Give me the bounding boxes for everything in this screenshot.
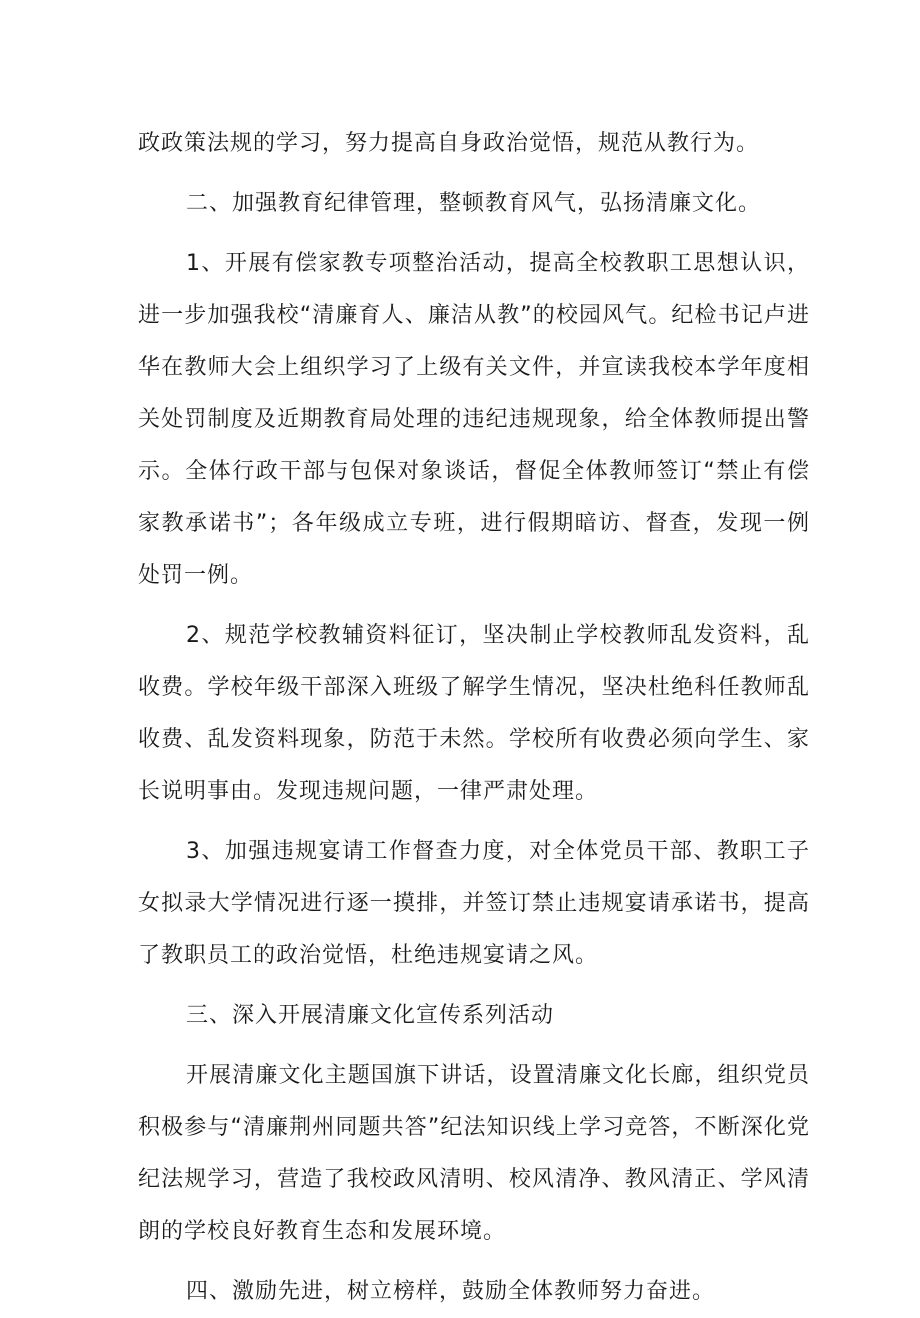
section-heading-4: 四、激励先进，树立榜样，鼓励全体教师努力奋进。 [186,1279,716,1304]
section-heading-3: 三、深入开展清廉文化宣传系列活动 [186,1003,555,1028]
paragraph-item-1: 1、开展有偿家教专项整治活动，提高全校教职工思想认识，进一步加强我校“清廉育人、廉洁从教”的校园风气。纪检书记卢进华在教师大会上组织学习了上级有关文件，并宣读我校本学年度相关处罚制度及近期教育局处理的违纪违规现象，给全体教师提出警示。全体行政干部与包保对象谈话，督促全体教师签订“禁止有偿家教承诺书”；各年级成立专班，进行假期暗访、督查，发现一例处罚一例。 [138,251,810,588]
paragraph-item-2: 2、规范学校教辅资料征订，坚决制止学校教师乱发资料，乱收费。学校年级干部深入班级了解学生情况，坚决杜绝科任教师乱收费、乱发资料现象，防范于未然。学校所有收费必须向学生、家长说明事由。发现违规问题，一律严肃处理。 [138,623,810,804]
document-body [138,118,810,1318]
paragraph-section-3: 开展清廉文化主题国旗下讲话，设置清廉文化长廊，组织党员积极参与“清廉荆州同题共答”纪法知识线上学习竞答，不断深化党纪法规学习，营造了我校政风清明、校风清净、教风清正、学风清朗的学校良好教育生态和发展环境。 [138,1063,810,1244]
paragraph-item-3: 3、加强违规宴请工作督查力度，对全体党员干部、教职工子女拟录大学情况进行逐一摸排，并签订禁止违规宴请承诺书，提高了教职员工的政治觉悟，杜绝违规宴请之风。 [138,839,810,968]
section-heading-2: 二、加强教育纪律管理，整顿教育风气，弘扬清廉文化。 [186,191,762,216]
paragraph-continuation: 政政策法规的学习，努力提高自身政治觉悟，规范从教行为。 [138,131,760,156]
